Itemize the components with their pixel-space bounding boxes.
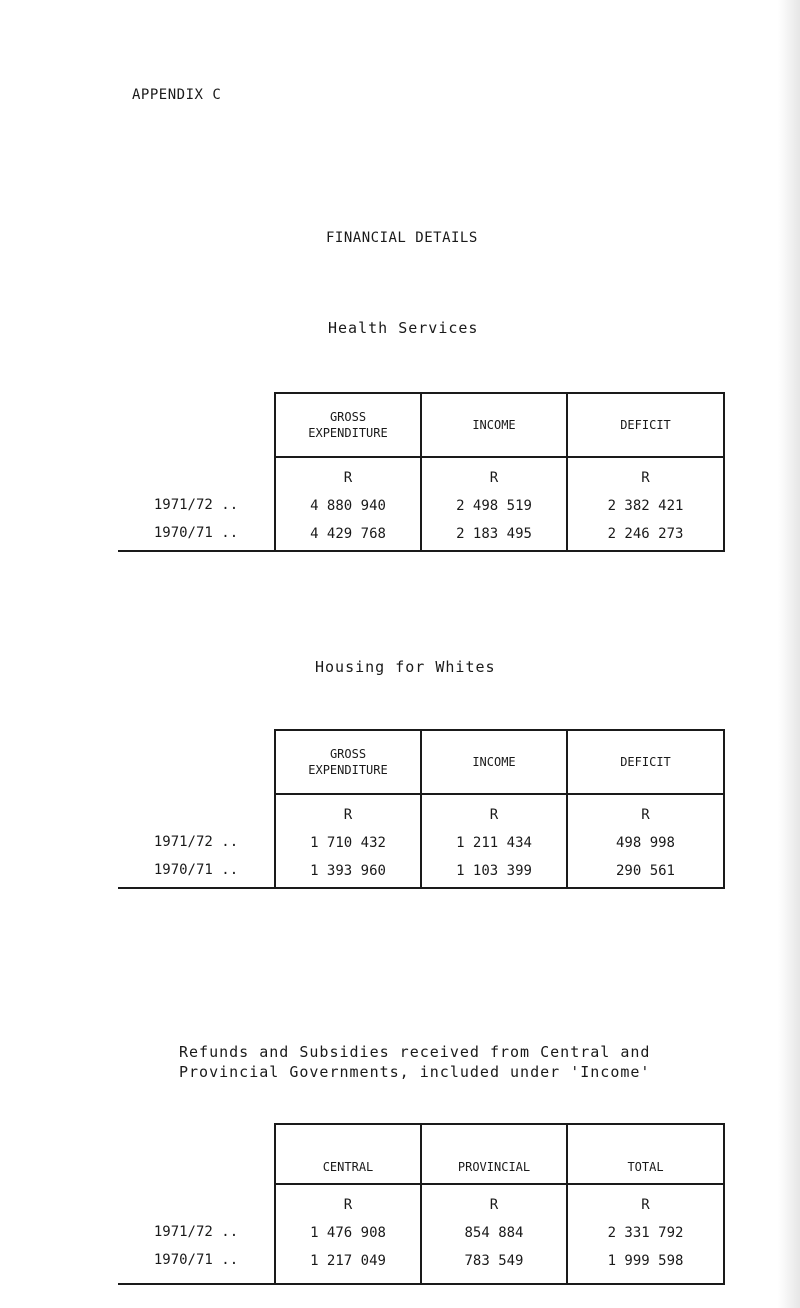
row-label: 1970/71 .. <box>153 525 239 541</box>
row-labels <box>118 457 275 551</box>
row-label: 1971/72 .. <box>153 834 239 850</box>
header-income: INCOME <box>421 393 567 457</box>
row-label: 1970/71 .. <box>153 862 239 878</box>
column-total: R 2 331 792 1 999 598 <box>567 1184 724 1284</box>
column-provincial: R 854 884 783 549 <box>421 1184 567 1284</box>
column-deficit: R 2 382 421 2 246 273 <box>567 457 724 551</box>
housing-table <box>118 729 725 889</box>
row-labels <box>118 1184 275 1284</box>
housing-title: Housing for Whites <box>315 658 496 676</box>
row-label: 1970/71 .. <box>153 1252 239 1268</box>
header-gross-expenditure: GROSS EXPENDITURE <box>275 393 421 457</box>
refunds-title: Refunds and Subsidies received from Central and Provincial Governments, included under 'Income' <box>179 1043 651 1081</box>
refunds-table <box>118 1123 725 1285</box>
table-corner <box>118 1124 275 1184</box>
page-title: FINANCIAL DETAILS <box>326 230 478 246</box>
page-edge-shadow <box>778 0 800 1308</box>
table-corner <box>118 730 275 794</box>
header-total: TOTAL <box>567 1124 724 1184</box>
column-income: R 1 211 434 1 103 399 <box>421 794 567 888</box>
row-label: 1971/72 .. <box>153 497 239 513</box>
health-services-title: Health Services <box>328 319 479 337</box>
header-gross-expenditure: GROSS EXPENDITURE <box>275 730 421 794</box>
health-services-table <box>118 392 725 552</box>
column-central: R 1 476 908 1 217 049 <box>275 1184 421 1284</box>
header-provincial: PROVINCIAL <box>421 1124 567 1184</box>
header-central: CENTRAL <box>275 1124 421 1184</box>
header-income: INCOME <box>421 730 567 794</box>
column-gross-expenditure: R 4 880 940 4 429 768 <box>275 457 421 551</box>
table-corner <box>118 393 275 457</box>
column-deficit: R 498 998 290 561 <box>567 794 724 888</box>
appendix-label: APPENDIX C <box>132 87 222 103</box>
row-labels <box>118 794 275 888</box>
header-deficit: DEFICIT <box>567 730 724 794</box>
column-income: R 2 498 519 2 183 495 <box>421 457 567 551</box>
row-label: 1971/72 .. <box>153 1224 239 1240</box>
header-deficit: DEFICIT <box>567 393 724 457</box>
column-gross-expenditure: R 1 710 432 1 393 960 <box>275 794 421 888</box>
